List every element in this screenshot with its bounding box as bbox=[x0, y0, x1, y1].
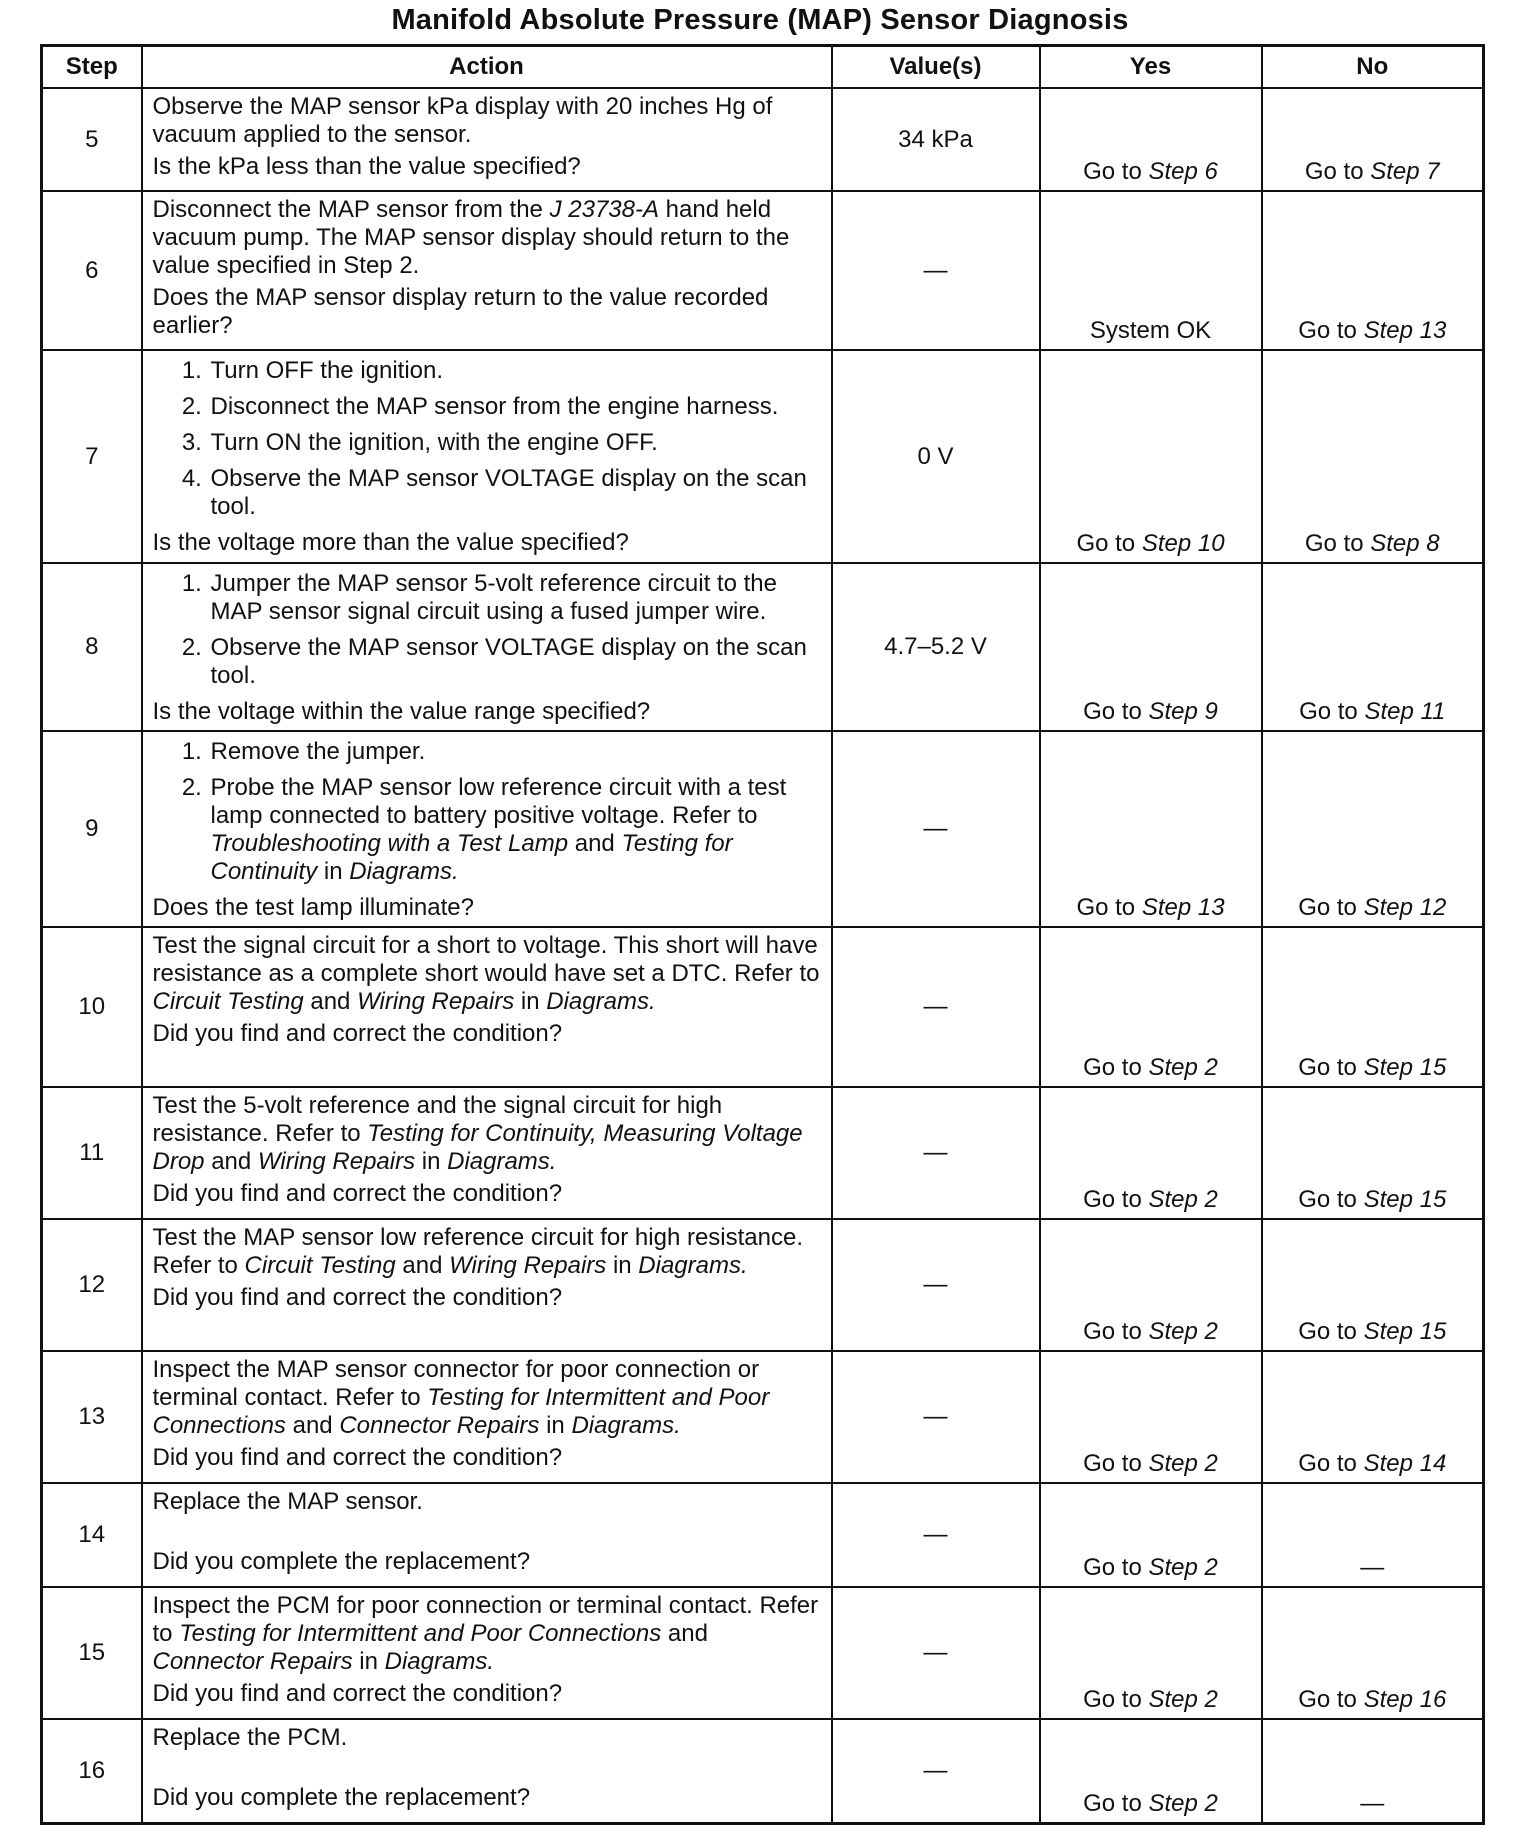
no-cell: Go to Step 15 bbox=[1262, 1219, 1484, 1351]
value-cell: — bbox=[832, 927, 1040, 1087]
action-cell: Replace the MAP sensor. Did you complete the replacement? bbox=[142, 1483, 832, 1587]
step-cell: 14 bbox=[42, 1483, 142, 1587]
header-yes: Yes bbox=[1040, 46, 1262, 89]
no-cell: Go to Step 15 bbox=[1262, 927, 1484, 1087]
header-action: Action bbox=[142, 46, 832, 89]
yes-cell: Go to Step 2 bbox=[1040, 1587, 1262, 1719]
no-cell: — bbox=[1262, 1483, 1484, 1587]
table-row bbox=[42, 927, 1484, 1087]
step-cell: 7 bbox=[42, 350, 142, 563]
no-cell: Go to Step 8 bbox=[1262, 350, 1484, 563]
value-cell: — bbox=[832, 1219, 1040, 1351]
table-row bbox=[42, 563, 1484, 731]
no-cell: Go to Step 7 bbox=[1262, 88, 1484, 191]
no-cell: Go to Step 12 bbox=[1262, 731, 1484, 927]
action-cell: Inspect the MAP sensor connector for poor connection or terminal contact. Refer to Testing for Intermittent and Poor Connections and Connector Repairs in Diagrams. Did you find and correct the condition? bbox=[142, 1351, 832, 1483]
diagnosis-table-container bbox=[40, 44, 1482, 1825]
step-cell: 8 bbox=[42, 563, 142, 731]
header-no: No bbox=[1262, 46, 1484, 89]
table-row bbox=[42, 731, 1484, 927]
table-row bbox=[42, 1087, 1484, 1219]
yes-cell: Go to Step 9 bbox=[1040, 563, 1262, 731]
page-title: Manifold Absolute Pressure (MAP) Sensor Diagnosis bbox=[391, 4, 1129, 36]
yes-cell: Go to Step 13 bbox=[1040, 731, 1262, 927]
value-cell: 0 V bbox=[832, 350, 1040, 563]
step-cell: 5 bbox=[42, 88, 142, 191]
value-cell: — bbox=[832, 731, 1040, 927]
action-cell: Disconnect the MAP sensor from the J 23738-A hand held vacuum pump. The MAP sensor display should return to the value specified in Step 2. Does the MAP sensor display return to the value recorded earlier? bbox=[142, 191, 832, 350]
value-cell: — bbox=[832, 1483, 1040, 1587]
action-cell: 1. Remove the jumper. 2. Probe the MAP sensor low reference circuit with a test lamp connected to battery positive voltage. Refer to Troubleshooting with a Test Lamp and Testing for Continuity in Diagrams. Does the test lamp illuminate? bbox=[142, 731, 832, 927]
header-step: Step bbox=[42, 46, 142, 89]
step-cell: 11 bbox=[42, 1087, 142, 1219]
yes-cell: Go to Step 2 bbox=[1040, 1719, 1262, 1823]
table-row bbox=[42, 1587, 1484, 1719]
table-header-row bbox=[42, 46, 1484, 89]
action-cell: 1. Jumper the MAP sensor 5-volt reference circuit to the MAP sensor signal circuit using a fused jumper wire. 2. Observe the MAP sensor VOLTAGE display on the scan tool. Is the voltage within the value range specified? bbox=[142, 563, 832, 731]
table-row bbox=[42, 1219, 1484, 1351]
value-cell: 4.7–5.2 V bbox=[832, 563, 1040, 731]
step-cell: 12 bbox=[42, 1219, 142, 1351]
no-cell: Go to Step 11 bbox=[1262, 563, 1484, 731]
yes-cell: Go to Step 2 bbox=[1040, 1351, 1262, 1483]
value-cell: — bbox=[832, 1587, 1040, 1719]
table-row bbox=[42, 1719, 1484, 1823]
step-cell: 6 bbox=[42, 191, 142, 350]
yes-cell: System OK bbox=[1040, 191, 1262, 350]
table-row bbox=[42, 1483, 1484, 1587]
action-cell: 1. Turn OFF the ignition. 2. Disconnect the MAP sensor from the engine harness. 3. Turn ON the ignition, with the engine OFF. 4. Observe the MAP sensor VOLTAGE display on the scan tool. Is the voltage more than the value specified? bbox=[142, 350, 832, 563]
action-cell: Inspect the PCM for poor connection or terminal contact. Refer to Testing for Intermittent and Poor Connections and Connector Repairs in Diagrams. Did you find and correct the condition? bbox=[142, 1587, 832, 1719]
table-row bbox=[42, 350, 1484, 563]
value-cell: 34 kPa bbox=[832, 88, 1040, 191]
table-body bbox=[42, 88, 1484, 1823]
no-cell: Go to Step 13 bbox=[1262, 191, 1484, 350]
no-cell: Go to Step 15 bbox=[1262, 1087, 1484, 1219]
yes-cell: Go to Step 2 bbox=[1040, 1483, 1262, 1587]
action-cell: Test the signal circuit for a short to voltage. This short will have resistance as a complete short would have set a DTC. Refer to Circuit Testing and Wiring Repairs in Diagrams. Did you find and correct the condition? bbox=[142, 927, 832, 1087]
action-cell: Test the MAP sensor low reference circuit for high resistance. Refer to Circuit Testing and Wiring Repairs in Diagrams. Did you find and correct the condition? bbox=[142, 1219, 832, 1351]
yes-cell: Go to Step 10 bbox=[1040, 350, 1262, 563]
step-cell: 10 bbox=[42, 927, 142, 1087]
no-cell: — bbox=[1262, 1719, 1484, 1823]
value-cell: — bbox=[832, 1087, 1040, 1219]
step-cell: 15 bbox=[42, 1587, 142, 1719]
value-cell: — bbox=[832, 1719, 1040, 1823]
action-cell: Observe the MAP sensor kPa display with 20 inches Hg of vacuum applied to the sensor. Is the kPa less than the value specified? bbox=[142, 88, 832, 191]
no-cell: Go to Step 16 bbox=[1262, 1587, 1484, 1719]
step-cell: 16 bbox=[42, 1719, 142, 1823]
step-cell: 9 bbox=[42, 731, 142, 927]
table-row bbox=[42, 191, 1484, 350]
yes-cell: Go to Step 6 bbox=[1040, 88, 1262, 191]
value-cell: — bbox=[832, 1351, 1040, 1483]
action-cell: Test the 5-volt reference and the signal circuit for high resistance. Refer to Testing for Continuity, Measuring Voltage Drop and Wiring Repairs in Diagrams. Did you find and correct the condition? bbox=[142, 1087, 832, 1219]
value-cell: — bbox=[832, 191, 1040, 350]
action-cell: Replace the PCM. Did you complete the replacement? bbox=[142, 1719, 832, 1823]
yes-cell: Go to Step 2 bbox=[1040, 927, 1262, 1087]
table-row bbox=[42, 88, 1484, 191]
no-cell: Go to Step 14 bbox=[1262, 1351, 1484, 1483]
diagnosis-table bbox=[40, 44, 1485, 1825]
header-values: Value(s) bbox=[832, 46, 1040, 89]
step-cell: 13 bbox=[42, 1351, 142, 1483]
yes-cell: Go to Step 2 bbox=[1040, 1219, 1262, 1351]
yes-cell: Go to Step 2 bbox=[1040, 1087, 1262, 1219]
table-row bbox=[42, 1351, 1484, 1483]
